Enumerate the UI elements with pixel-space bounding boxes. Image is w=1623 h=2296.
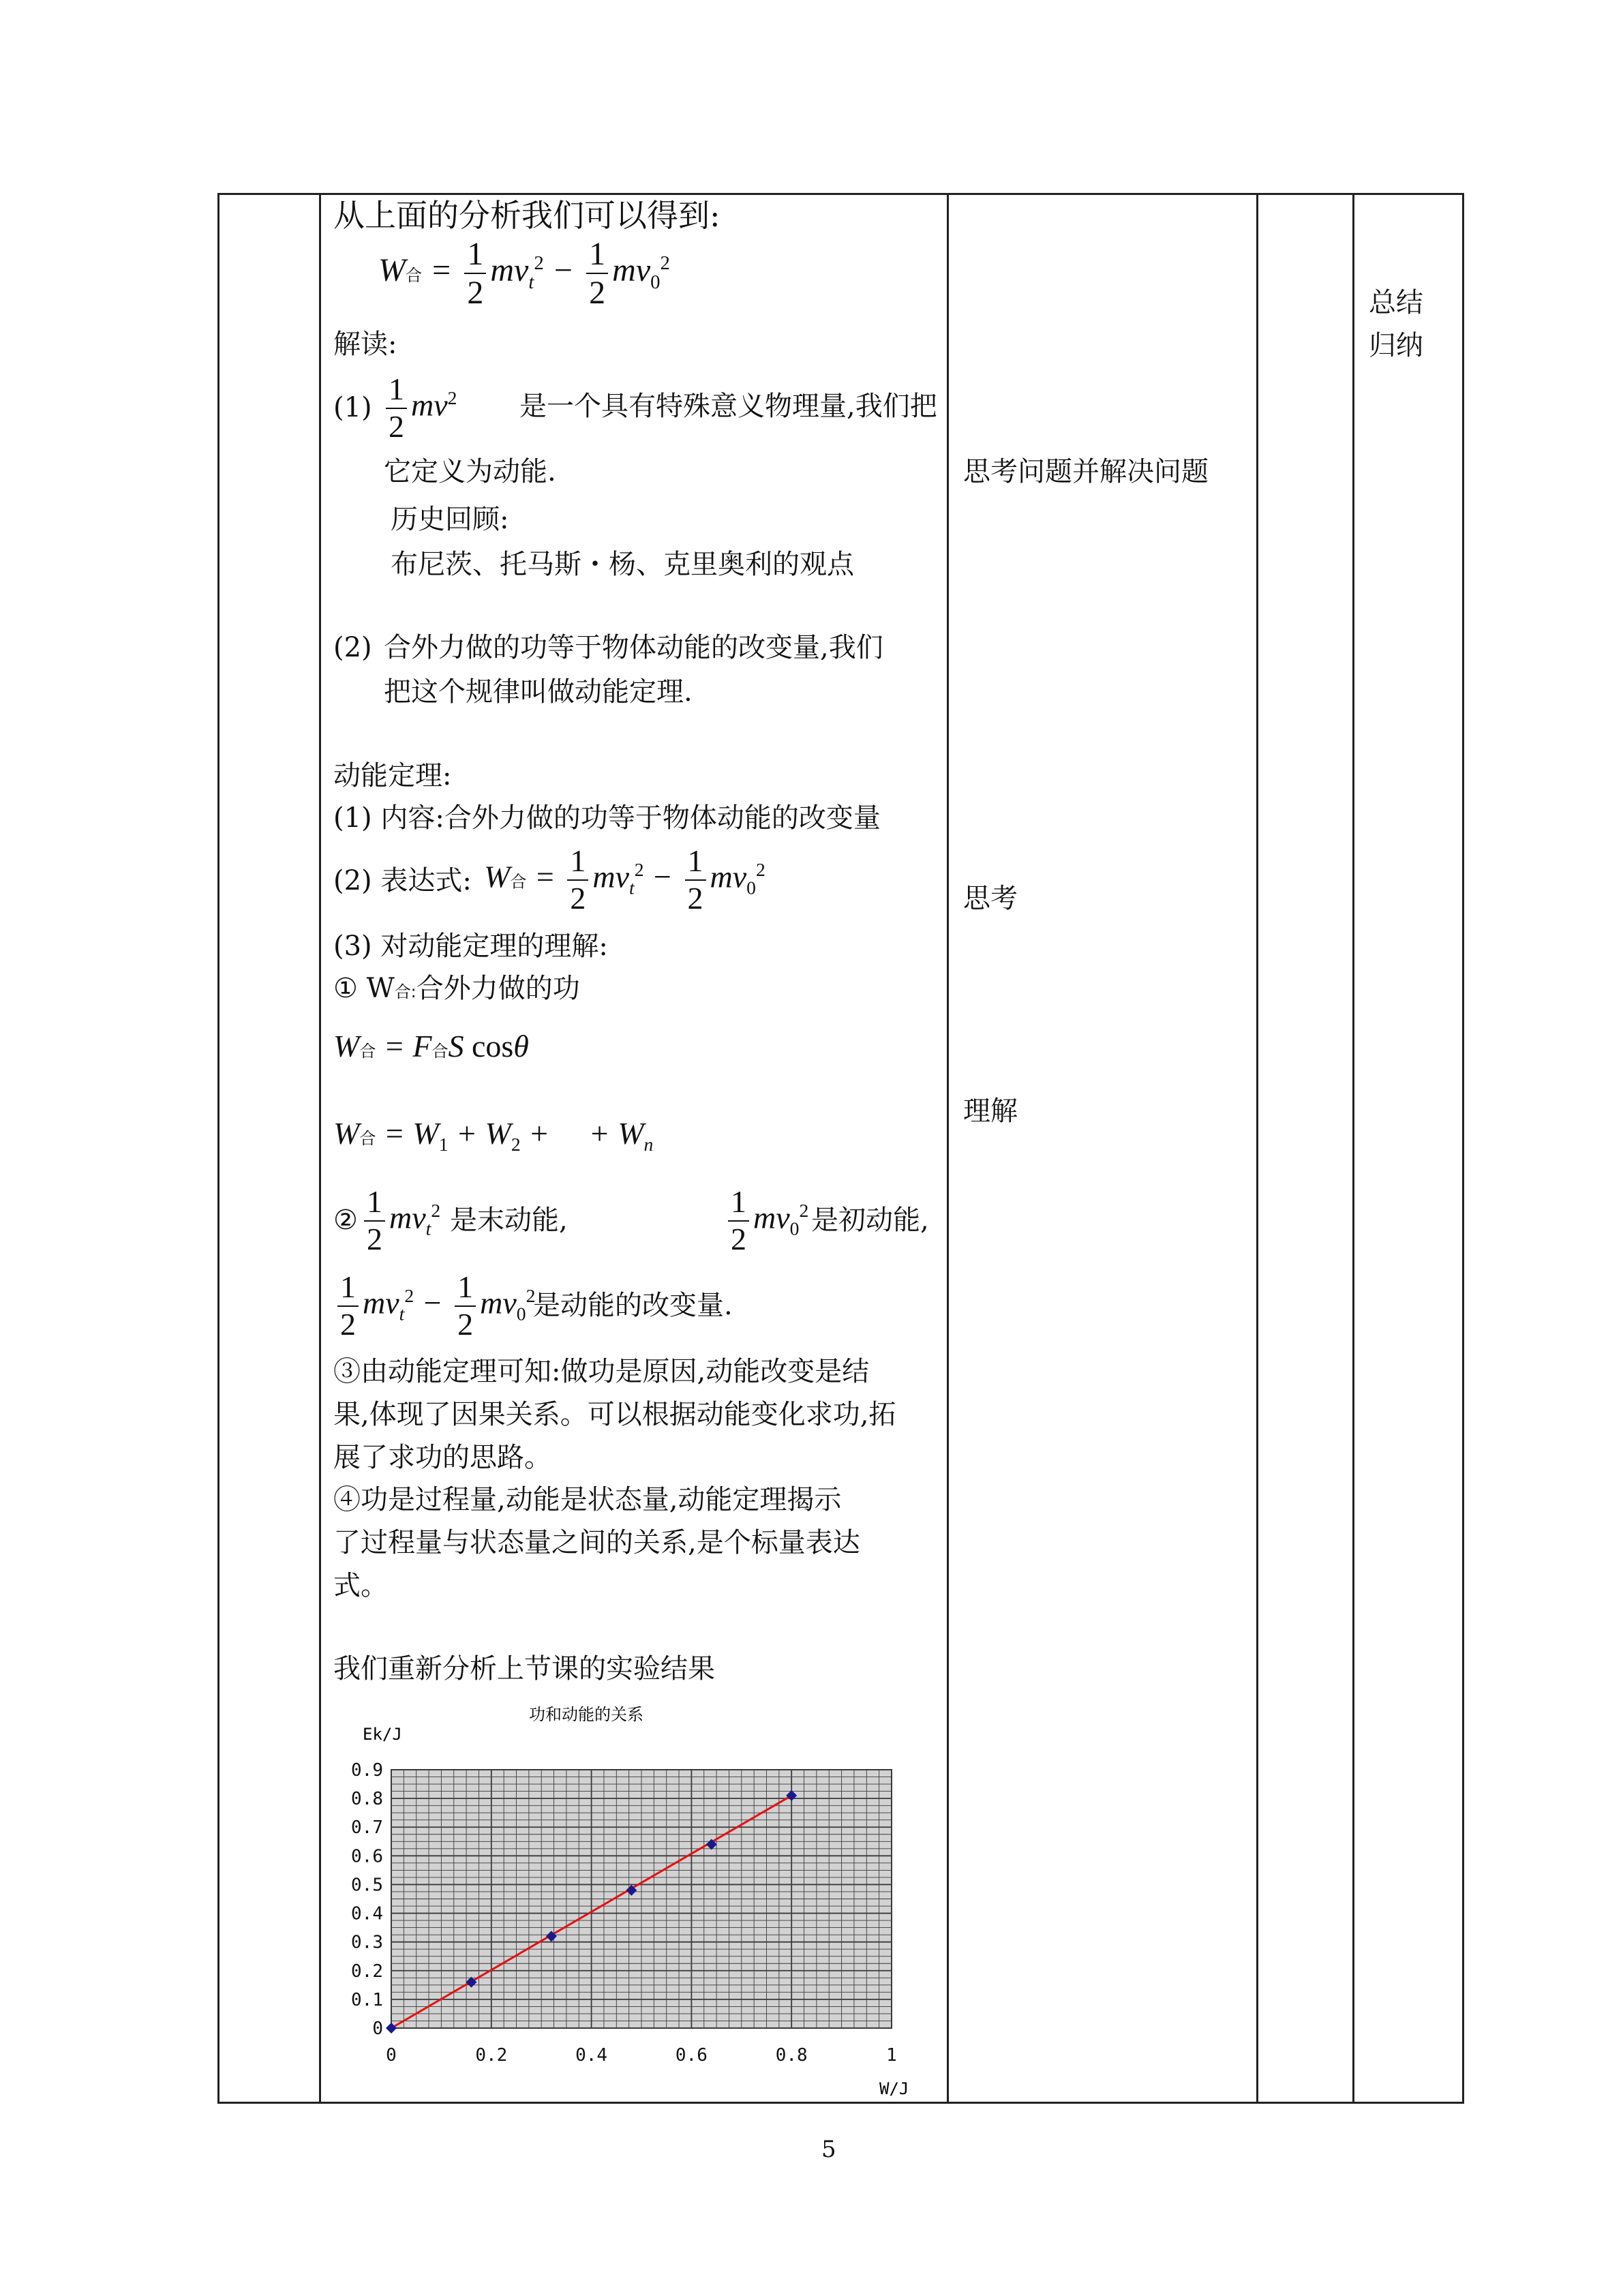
y-tick-label: 0.9 <box>351 1760 383 1781</box>
point2-end-text: 是末动能, <box>450 1205 568 1236</box>
x-axis-label: W/J <box>879 2079 909 2098</box>
x-tick-label: 1 <box>886 2045 897 2066</box>
history-names: 布尼茨、托马斯・杨、克里奥利的观点 <box>391 549 854 580</box>
x-tick-label: 0.8 <box>775 2045 808 2066</box>
y-tick-label: 0.7 <box>351 1817 383 1839</box>
reanalyze-text: 我们重新分析上节课的实验结果 <box>333 1653 715 1685</box>
y-tick-label: 0.6 <box>351 1846 383 1867</box>
y-tick-label: 0 <box>372 2019 383 2039</box>
point4-line-a: ④功是过程量,动能是状态量,动能定理揭示 <box>333 1484 842 1515</box>
formula-expression: W合 = $\frac{1}{2}$ $mv_t^2$ − $\frac{1}{2}$ $mv_0^2$ <box>484 843 765 916</box>
column-divider-2 <box>947 195 949 2102</box>
x-tick-label: 0 <box>386 2045 397 2066</box>
intro-text: 从上面的分析我们可以得到: <box>333 197 721 234</box>
item1-number: (1) <box>333 392 372 423</box>
y-tick-label: 0.4 <box>351 1903 383 1924</box>
column-divider-3 <box>1256 195 1258 2102</box>
column-divider-4 <box>1352 195 1354 2102</box>
point1-subscript: 合: <box>394 982 416 1001</box>
activity-understand: 理解 <box>963 1096 1018 1127</box>
work-energy-chart <box>320 1697 934 2100</box>
point2-marker: ② <box>333 1205 358 1236</box>
chart-title: 功和动能的关系 <box>529 1705 643 1724</box>
point4-line-c: 式。 <box>333 1570 388 1601</box>
item2-text-b: 把这个规律叫做动能定理. <box>384 676 693 708</box>
point3-line-c: 展了求功的思路。 <box>333 1442 551 1473</box>
chart-canvas <box>320 1697 934 2100</box>
formula-kinetic-energy-theorem: W合 = $\frac{1}{2}$ $mv_t^2$ − $\frac{1}{2}$ $mv_0^2$ <box>378 236 670 312</box>
point1-text <box>333 975 580 1002</box>
point4-line-b: 了过程量与状态量之间的关系,是个标量表达 <box>333 1527 860 1558</box>
y-tick-label: 0.2 <box>351 1961 383 1982</box>
point2-init-text: 是初动能, <box>811 1205 929 1236</box>
theorem-content: (1) 内容:合外力做的功等于物体动能的改变量 <box>333 802 881 834</box>
y-tick-label: 0.8 <box>351 1789 383 1810</box>
formula-work-sum: W合 = $W_1 + W_2$ + + $W_n$ <box>333 1116 654 1155</box>
point1-prefix: ① W <box>333 973 395 1004</box>
point1-suffix: 合外力做的功 <box>416 973 580 1004</box>
theorem-expression-label: (2) 表达式: <box>333 865 472 896</box>
page-number: 5 <box>821 2136 836 2163</box>
formula-final-ke: $\frac{1}{2}$ $mv_t^2$ <box>360 1184 440 1258</box>
chart-grid <box>391 1770 892 2028</box>
summary-text-b: 归纳 <box>1369 330 1423 361</box>
theorem-title: 动能定理: <box>333 760 452 791</box>
x-tick-label: 0.2 <box>475 2045 508 2066</box>
point2-change-text: 是动能的改变量. <box>533 1290 733 1321</box>
activity-think: 思考 <box>963 883 1018 914</box>
item1-text-a: 是一个具有特殊意义物理量,我们把 <box>519 391 937 422</box>
history-label: 历史回顾: <box>391 504 509 535</box>
x-tick-label: 0.6 <box>675 2045 708 2066</box>
item2-text-a: 合外力做的功等于物体动能的改变量,我们 <box>384 632 883 663</box>
formula-half-mv2: $\frac{1}{2}$ $mv^2$ <box>382 372 457 445</box>
item2-number: (2) <box>333 632 372 663</box>
item1-text-b: 它定义为动能. <box>384 456 556 487</box>
formula-work-force: W合 = F合S cosθ <box>333 1029 529 1063</box>
y-tick-label: 0.1 <box>351 1989 383 2010</box>
point3-line-b: 果,体现了因果关系。可以根据动能变化求功,拓 <box>333 1399 896 1430</box>
y-axis-label: Ek/J <box>363 1725 402 1744</box>
x-tick-label: 0.4 <box>575 2045 608 2066</box>
summary-text-a: 总结 <box>1369 287 1423 318</box>
formula-ke-change: $\frac{1}{2}$ $mv_t^2$ − $\frac{1}{2}$ $mv_0^2$ <box>333 1269 535 1343</box>
activity-think-solve: 思考问题并解决问题 <box>963 456 1209 487</box>
theorem-understanding: (3) 对动能定理的理解: <box>333 931 608 962</box>
formula-initial-ke: $\frac{1}{2}$ $mv_0^2$ <box>724 1184 808 1258</box>
jiedu-label: 解读: <box>333 329 397 360</box>
y-tick-label: 0.5 <box>351 1875 383 1896</box>
point3-line-a: ③由动能定理可知:做功是原因,动能改变是结 <box>333 1356 870 1387</box>
y-tick-label: 0.3 <box>351 1932 383 1953</box>
